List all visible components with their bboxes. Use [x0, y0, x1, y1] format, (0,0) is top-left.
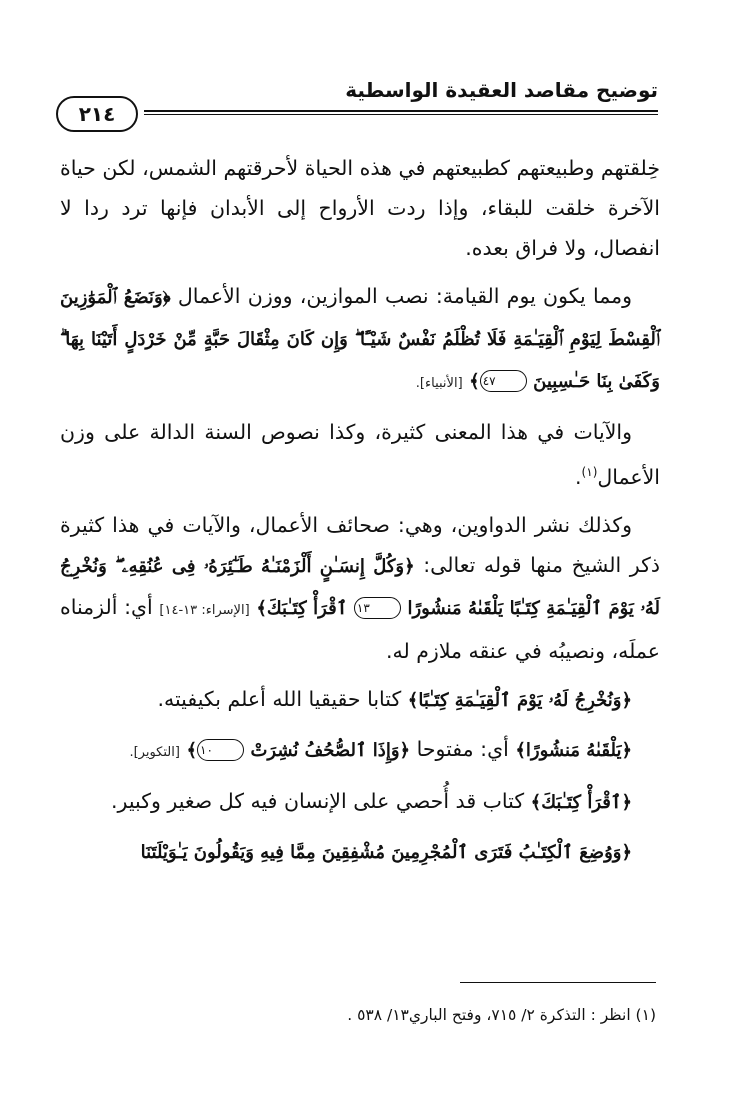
quran-close-bracket: ﴾ — [186, 739, 198, 761]
paragraph-4 — [60, 505, 660, 671]
paragraph-2-text: ومما يكون يوم القيامة: نصب الموازين، ووزن الأعمال — [177, 284, 632, 308]
surah-reference: [الأنبياء]. — [415, 376, 463, 391]
paragraph-6 — [60, 729, 660, 773]
header-rule — [58, 110, 658, 112]
page-header — [58, 78, 658, 126]
paragraph-3 — [60, 412, 660, 497]
quran-quote: ﴿وَنُخْرِجُ لَهُۥ يَوْمَ ٱلْقِيَـٰمَةِ كِتَـٰبًا﴾ — [407, 689, 632, 711]
quran-close-bracket: ﴾ — [469, 371, 480, 392]
paragraph-3-end: . — [575, 464, 582, 489]
paragraph-8 — [60, 831, 660, 873]
paragraph-7-text: كتاب قد أُحصي على الإنسان فيه كل صغير وكبير. — [111, 788, 525, 813]
ayah-number-marker: ١٣ — [354, 597, 401, 619]
footnote-marker: (١) — [581, 465, 598, 479]
quran-verse-takwir: ﴿وَإِذَا ٱلصُّحُفُ نُشِرَتْ — [250, 739, 411, 761]
page-body — [60, 148, 660, 881]
header-rule-thin — [58, 114, 658, 115]
paragraph-3-text: والآيات في هذا المعنى كثيرة، وكذا نصوص السنة الدالة على وزن الأعمال — [60, 420, 660, 489]
ayah-number-marker: ١٠ — [197, 739, 244, 761]
quran-verse-isra: ﴿وَكُلَّ إِنسَـٰنٍ أَلْزَمْنَـٰهُ طَـٰٓئِرَهُۥ فِى عُنُقِهِۦ ۖ وَنُخْرِجُ لَهُۥ يَوْمَ ٱلْقِيَـٰمَةِ كِتَـٰبًا يَلْقَىٰهُ مَنشُورًا — [60, 555, 660, 619]
footnote: (١) انظر : التذكرة ٢/ ٧١٥، وفتح الباري١٣/ ٥٣٨ . — [347, 1006, 656, 1024]
paragraph-5-text: كتابا حقيقيا الله أعلم بكيفيته. — [157, 686, 402, 711]
paragraph-4-tail: أي: ألزمناه عملَه، ونصيبُه في عنقه ملازم له. — [60, 594, 660, 663]
paragraph-7 — [60, 781, 660, 823]
surah-reference: [التكوير]. — [129, 744, 180, 760]
quran-verse-isra-2: ٱقْرَأْ كِتَـٰبَكَ﴾ — [256, 597, 348, 619]
paragraph-6-text: أي: مفتوحا — [416, 736, 509, 761]
surah-reference: [الإسراء: ١٣-١٤] — [159, 602, 250, 618]
quran-quote: ﴿ٱقْرَأْ كِتَـٰبَكَ﴾ — [530, 791, 632, 813]
paragraph-4-text: وكذلك نشر الدواوين، وهي: صحائف الأعمال، والآيات في هذا كثيرة ذكر الشيخ منها قوله تعالى: — [60, 512, 660, 577]
paragraph-2 — [60, 276, 660, 404]
footnote-separator — [460, 982, 656, 983]
ayah-number-marker: ٤٧ — [480, 370, 527, 392]
quran-quote: ﴿يَلْقَىٰهُ مَنشُورًا﴾ — [515, 739, 632, 761]
quran-verse-anbiya: ﴿وَنَضَعُ ٱلْمَوَٰزِينَ ٱلْقِسْطَ لِيَوْمِ ٱلْقِيَـٰمَةِ فَلَا تُظْلَمُ نَفْسٌ شَيْـًٔا ۖ وَإِن كَانَ مِثْقَالَ حَبَّةٍ مِّنْ خَرْدَلٍ أَتَيْنَا بِهَا ۗ وَكَفَىٰ بِنَا حَـٰسِبِينَ — [60, 287, 660, 392]
paragraph-5 — [60, 679, 660, 721]
page-number: ٢١٤ — [56, 96, 138, 132]
running-title: توضيح مقاصد العقيدة الواسطية — [345, 78, 658, 102]
quran-verse-kahf: ﴿وَوُضِعَ ٱلْكِتَـٰبُ فَتَرَى ٱلْمُجْرِمِينَ مُشْفِقِينَ مِمَّا فِيهِ وَيَقُولُونَ يَـٰوَيْلَتَنَا — [140, 841, 632, 863]
paragraph-1: خِلقتهم وطبيعتهم كطبيعتهم في هذه الحياة لأحرقتهم الشمس، لكن حياة الآخرة خلقت للبقاء، وإذا ردت الأرواح إلى الأبدان فإنها ترد ردا لا انفصال، ولا فراق بعده. — [60, 156, 660, 260]
